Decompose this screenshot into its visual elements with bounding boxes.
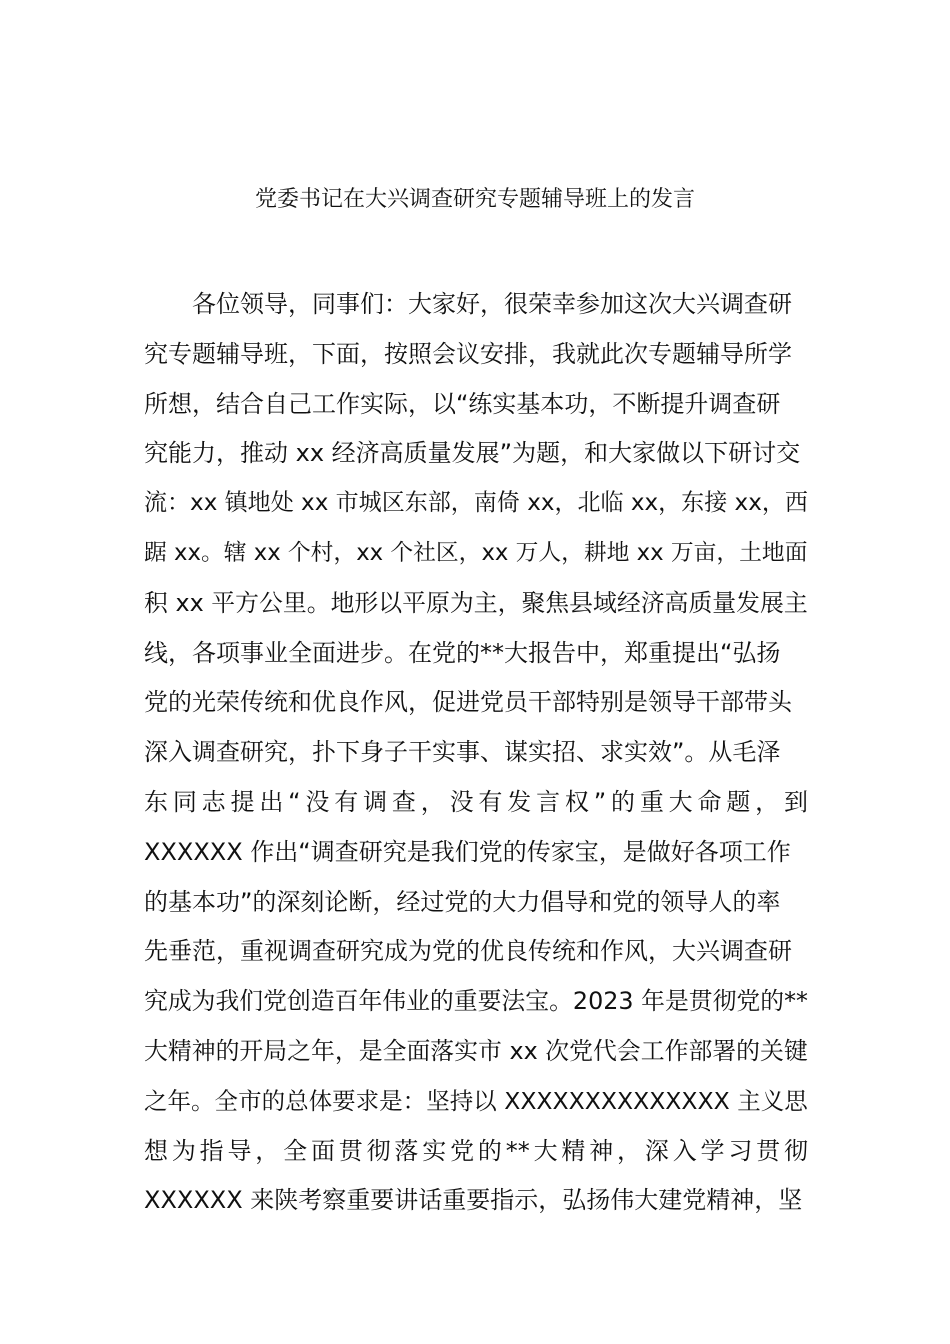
document-title: 党委书记在大兴调查研究专题辅导班上的发言 <box>254 187 695 212</box>
body-line: 究专题辅导班，下面，按照会议安排，我就此次专题辅导所学 <box>144 339 792 368</box>
body-line: 积 xx 平方公里。地形以平原为主，聚焦县域经济高质量发展主 <box>144 588 808 617</box>
body-line: 之年。全市的总体要求是：坚持以 XXXXXXXXXXXXXX 主义思 <box>144 1086 808 1115</box>
body-line: 东同志提出“没有调查，没有发言权”的重大命题，到 <box>144 787 808 816</box>
body-line: 究成为我们党创造百年伟业的重要法宝。2023 年是贯彻党的** <box>144 987 808 1016</box>
body-line: 究能力，推动 xx 经济高质量发展”为题，和大家做以下研讨交 <box>144 439 801 468</box>
body-line: XXXXXX 作出“调查研究是我们党的传家宝，是做好各项工作 <box>144 837 791 866</box>
document-body <box>144 280 808 1226</box>
body-line: 的基本功”的深刻论断，经过党的大力倡导和党的领导人的率 <box>144 887 781 916</box>
body-line: 想为指导，全面贯彻落实党的**大精神，深入学习贯彻 <box>144 1136 808 1165</box>
body-line: 踞 xx。辖 xx 个村，xx 个社区，xx 万人，耕地 xx 万亩，土地面 <box>144 539 808 566</box>
body-line: 所想，结合自己工作实际，以“练实基本功，不断提升调查研 <box>144 389 781 418</box>
body-line: 党的光荣传统和优良作风，促进党员干部特别是领导干部带头 <box>144 688 792 717</box>
body-line: 大精神的开局之年，是全面落实市 xx 次党代会工作部署的关键 <box>144 1036 808 1065</box>
body-line: 先垂范，重视调查研究成为党的优良传统和作风，大兴调查研 <box>144 937 792 966</box>
body-line: 流：xx 镇地处 xx 市城区东部，南倚 xx，北临 xx，东接 xx，西 <box>144 490 808 517</box>
body-line: XXXXXX 来陕考察重要讲话重要指示，弘扬伟大建党精神，坚 <box>144 1186 803 1215</box>
body-line: 线，各项事业全面进步。在党的**大报告中，郑重提出“弘扬 <box>144 638 781 667</box>
body-line: 深入调查研究，扑下身子干实事、谋实招、求实效”。从毛泽 <box>144 738 781 767</box>
body-line: 各位领导，同事们：大家好，很荣幸参加这次大兴调查研 <box>192 290 792 318</box>
